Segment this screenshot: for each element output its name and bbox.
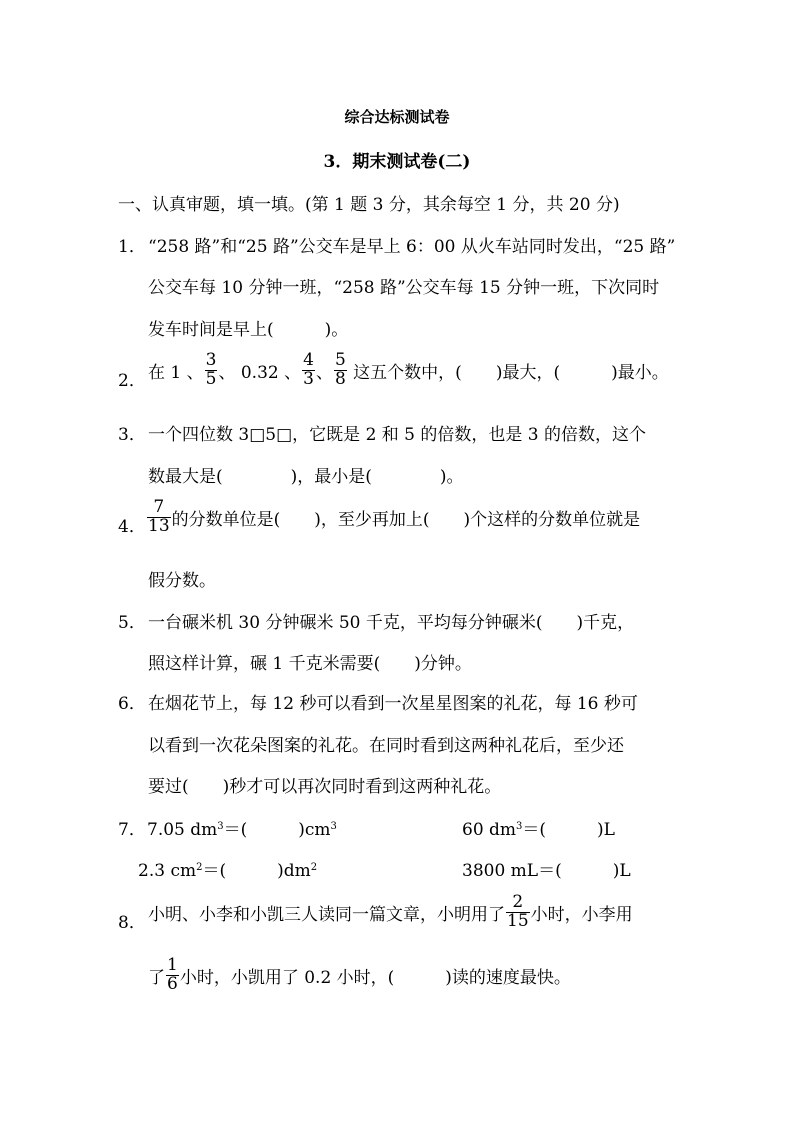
question-text: 发车时间是早上( )。 <box>148 320 349 340</box>
question-number: 2． <box>118 371 146 391</box>
question-text: 一个四位数 3□5□，它既是 2 和 5 的倍数，也是 3 的倍数，这个 <box>148 425 647 445</box>
numerator: 3 <box>205 350 217 370</box>
fraction <box>506 894 530 931</box>
superscript: 2 <box>196 862 203 873</box>
question-number: 3． <box>118 425 146 445</box>
denominator: 6 <box>167 973 178 994</box>
question-number: 8． <box>118 913 146 933</box>
conversion-item <box>138 856 317 881</box>
text-segment: 2.3 cm <box>138 861 197 881</box>
question-text: 要过( )秒才可以再次同时看到这两种礼花。 <box>148 777 502 797</box>
text-segment: ＝( )dm <box>202 861 311 881</box>
text-segment: 小明、小李和小凯三人读同一篇文章，小明用了 <box>148 904 505 925</box>
superscript: 2 <box>310 862 318 873</box>
numerator: 7 <box>147 499 171 518</box>
text-segment: 小时，小李用 <box>530 904 633 925</box>
fraction <box>334 352 347 389</box>
question-number: 4． <box>118 517 146 537</box>
text-segment: 7.05 dm <box>147 820 218 840</box>
question-text: 数最大是( )，最小是( )。 <box>148 467 464 487</box>
conversion-item <box>147 815 337 840</box>
question-text: 假分数。 <box>148 571 216 591</box>
text-segment: 的分数单位是( )，至少再加上( )个这样的分数单位就是 <box>171 509 641 530</box>
question-text: 以看到一次花朵图案的礼花。在同时看到这两种礼花后，至少还 <box>148 736 624 756</box>
text-segment: 、 <box>315 362 333 383</box>
question-text: 一台碾米机 30 分钟碾米 50 千克，平均每分钟碾米( )千克， <box>148 613 635 633</box>
text-segment: 这五个数中，( )最大，( )最小。 <box>347 362 669 383</box>
denominator: 3 <box>303 368 314 389</box>
question-number: 7． <box>118 820 146 840</box>
text-segment: 小时，小凯用了 0.2 小时，( )读的速度最快。 <box>179 967 571 988</box>
text-segment: 60 dm <box>462 820 517 840</box>
denominator: 15 <box>507 910 529 931</box>
question-number: 5． <box>118 613 146 633</box>
question-text <box>146 499 640 536</box>
question-text <box>148 957 571 994</box>
numerator: 2 <box>506 894 530 913</box>
text-segment: ＝( )L <box>522 820 615 840</box>
denominator: 8 <box>334 368 346 389</box>
question-number: 6． <box>118 694 146 714</box>
fraction <box>166 957 179 994</box>
superscript: 3 <box>217 821 224 832</box>
section-heading: 一、认真审题，填一填。(第 1 题 3 分，其余每空 1 分，共 20 分) <box>118 195 620 215</box>
fraction <box>302 352 315 389</box>
denominator: 13 <box>148 515 170 536</box>
conversion-item <box>462 815 615 840</box>
collection-title: 综合达标测试卷 <box>344 108 450 126</box>
text-segment: 了 <box>148 967 165 988</box>
text-segment: ＝( )cm <box>223 820 331 840</box>
fraction <box>147 499 171 536</box>
page-title: 3．期末测试卷(二) <box>323 152 471 172</box>
question-text <box>148 352 669 389</box>
question-text: 在烟花节上，每 12 秒可以看到一次星星图案的礼花，每 16 秒可 <box>148 694 638 714</box>
text-segment: 在 1 、 <box>148 362 204 383</box>
question-text <box>148 894 633 931</box>
numerator: 4 <box>303 350 314 370</box>
numerator: 5 <box>334 350 346 370</box>
superscript: 3 <box>330 821 337 832</box>
numerator: 1 <box>167 955 178 975</box>
fraction <box>205 352 218 389</box>
question-number: 1． <box>118 237 146 257</box>
question-text: 公交车每 10 分钟一班，“258 路”公交车每 15 分钟一班，下次同时 <box>148 278 660 298</box>
conversion-item: 3800 mL＝( )L <box>462 861 631 881</box>
denominator: 5 <box>205 368 217 389</box>
text-segment: 、 0.32 、 <box>218 362 302 383</box>
superscript: 3 <box>516 821 523 832</box>
question-text: 照这样计算，碾 1 千克米需要( )分钟。 <box>148 654 472 674</box>
question-text: “258 路”和“25 路”公交车是早上 6：00 从火车站同时发出，“25 路” <box>148 237 676 257</box>
